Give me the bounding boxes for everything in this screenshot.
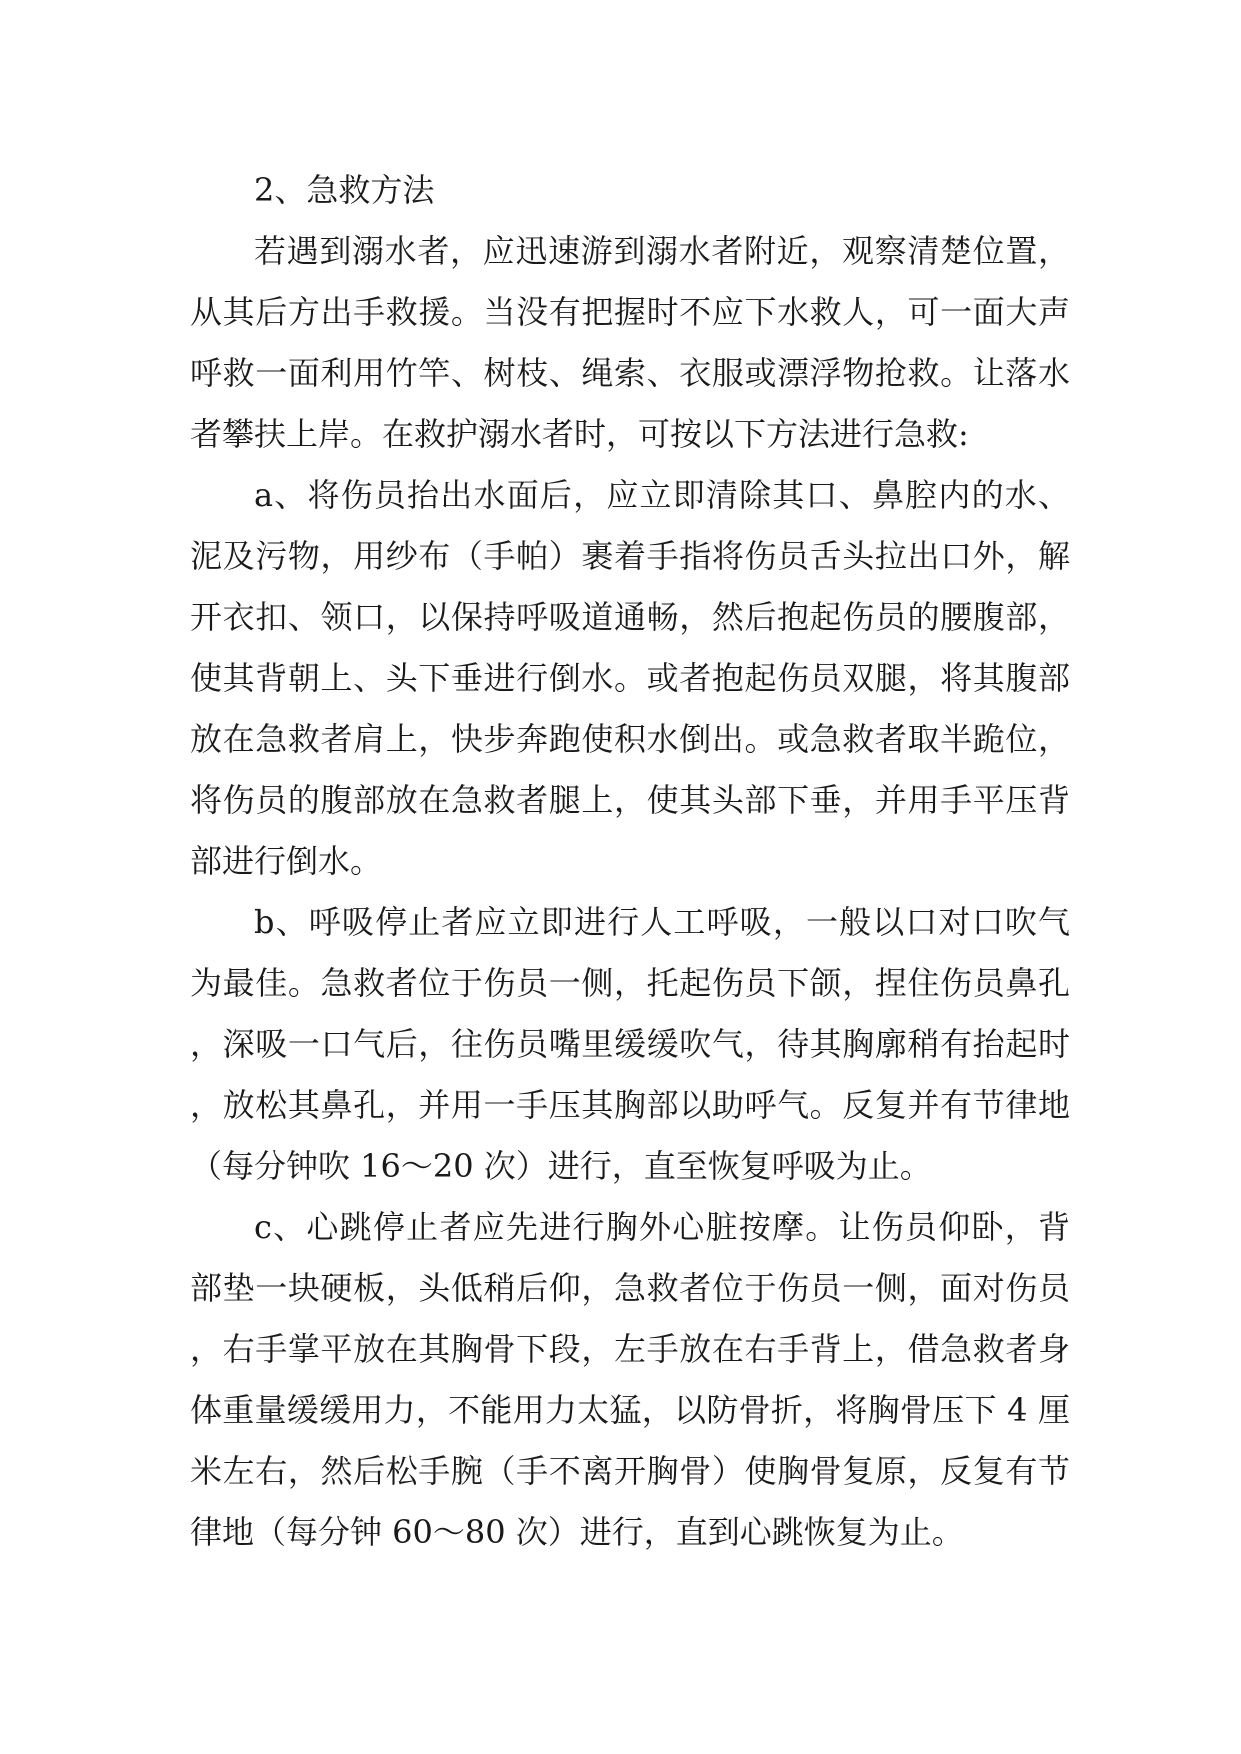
paragraph-intro: 若遇到溺水者，应迅速游到溺水者附近，观察清楚位置，从其后方出手救援。当没有把握时不应下水救人，可一面大声呼救一面利用竹竿、树枝、绳索、衣服或漂浮物抢救。让落水者攀扶上岸。在救护溺水者时，可按以下方法进行急救: <box>190 232 1070 453</box>
paragraph-step-a: a、将伤员抬出水面后，应立即清除其口、鼻腔内的水、泥及污物，用纱布（手帕）裹着手指将伤员舌头拉出口外，解开衣扣、领口，以保持呼吸道通畅，然后抱起伤员的腰腹部，使其背朝上、头下垂进行倒水。或者抱起伤员双腿，将其腹部放在急救者肩上，快步奔跑使积水倒出。或急救者取半跪位，将伤员的腹部放在急救者腿上，使其头部下垂，并用手平压背部进行倒水。 <box>190 476 1070 880</box>
section-heading: 2、急救方法 <box>254 171 435 209</box>
paragraph-step-b: b、呼吸停止者应立即进行人工呼吸，一般以口对口吹气为最佳。急救者位于伤员一侧，托起伤员下颌，捏住伤员鼻孔，深吸一口气后，往伤员嘴里缓缓吹气，待其胸廓稍有抬起时，放松其鼻孔，并用一手压其胸部以助呼气。反复并有节律地（每分钟吹 16～20 次）进行，直至恢复呼吸为止。 <box>190 903 1070 1185</box>
document-body <box>190 160 1070 1563</box>
paragraph-step-c: c、心跳停止者应先进行胸外心脏按摩。让伤员仰卧，背部垫一块硬板，头低稍后仰，急救者位于伤员一侧，面对伤员，右手掌平放在其胸骨下段，左手放在右手背上，借急救者身体重量缓缓用力，不能用力太猛，以防骨折，将胸骨压下 4 厘米左右，然后松手腕（手不离开胸骨）使胸骨复原，反复有节律地（每分钟 60～80 次）进行，直到心跳恢复为止。 <box>190 1208 1070 1551</box>
